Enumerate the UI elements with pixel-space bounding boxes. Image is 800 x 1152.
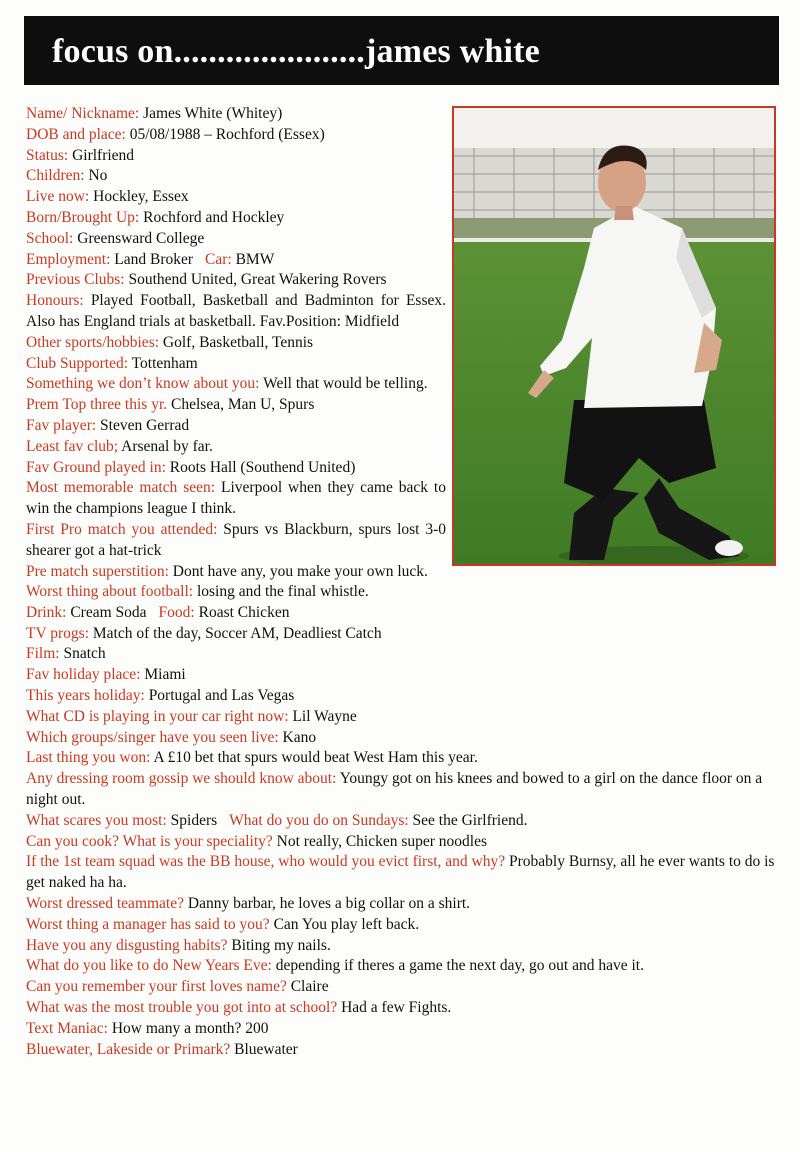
player-photo-image: [454, 108, 774, 564]
facts-wide-column: [26, 582, 782, 1060]
fact-item: [26, 458, 446, 479]
fact-label: Something we don’t know about you:: [26, 375, 260, 393]
fact-item: [26, 748, 782, 769]
fact-item: [26, 915, 782, 936]
fact-label: Bluewater, Lakeside or Primark?: [26, 1040, 231, 1058]
fact-label: Any dressing room gossip we should know about:: [26, 770, 337, 788]
fact-label: Worst thing about football:: [26, 583, 194, 600]
fact-label: TV progs:: [26, 624, 90, 642]
fact-value: James White (Whitey): [143, 105, 283, 122]
fact-label: What was the most trouble you got into at school?: [26, 998, 338, 1016]
fact-value: Arsenal by far.: [121, 437, 213, 455]
fact-value: Cream Soda: [70, 603, 147, 621]
fact-value: Bluewater: [234, 1040, 298, 1058]
fact-label: Children:: [26, 167, 85, 185]
fact-item: [26, 333, 446, 354]
fact-label: Which groups/singer have you seen live:: [26, 728, 279, 746]
fact-value: Had a few Fights.: [341, 998, 452, 1016]
fact-label: Employment:: [26, 250, 111, 268]
fact-value: Greensward College: [77, 229, 205, 247]
fact-item: [26, 125, 446, 146]
fact-label: What CD is playing in your car right now:: [26, 707, 289, 725]
fact-label: Name/ Nickname:: [26, 105, 140, 122]
fact-item: [26, 354, 446, 375]
fact-item: [26, 582, 782, 603]
fact-item: [26, 936, 782, 957]
fact-label: Worst dressed teammate?: [26, 894, 184, 912]
fact-item: [26, 811, 782, 832]
fact-item: [26, 1040, 782, 1061]
fact-item: [26, 478, 446, 520]
fact-item: [26, 562, 446, 583]
title-banner: [24, 16, 779, 85]
fact-value: Well that would be telling.: [263, 375, 428, 393]
fact-label: Least fav club;: [26, 437, 119, 455]
fact-item: [26, 104, 446, 125]
fact-value: Played Football, Basketball and Badminton for Essex. Also has England trials at basketball. Fav.Position: Midfield: [26, 292, 446, 330]
fact-value: Miami: [144, 666, 186, 684]
fact-value: Golf, Basketball, Tennis: [162, 333, 314, 351]
fact-item: [26, 624, 782, 645]
fact-label: DOB and place:: [26, 125, 126, 143]
fact-label: Fav holiday place:: [26, 666, 141, 684]
fact-item: [26, 998, 782, 1019]
fact-value: Portugal and Las Vegas: [148, 686, 295, 704]
fact-value: Steven Gerrad: [100, 416, 190, 434]
fact-value: Hockley, Essex: [93, 188, 189, 206]
fact-label: Worst thing a manager has said to you?: [26, 915, 270, 933]
fact-label: Can you cook? What is your speciality?: [26, 832, 273, 850]
fact-value: Lil Wayne: [292, 707, 357, 725]
fact-value-secondary: Roast Chicken: [198, 603, 290, 621]
fact-label: Previous Clubs:: [26, 271, 125, 289]
fact-item: [26, 832, 782, 853]
fact-item: [26, 374, 446, 395]
fact-value: Snatch: [63, 645, 106, 663]
fact-label-secondary: What do you do on Sundays:: [229, 811, 409, 829]
page-title: focus on......................james white: [52, 33, 540, 70]
fact-label: Have you any disgusting habits?: [26, 936, 228, 954]
fact-label: Text Maniac:: [26, 1019, 108, 1037]
fact-item: [26, 395, 446, 416]
fact-value: 05/08/1988 – Rochford (Essex): [129, 125, 325, 143]
fact-item: [26, 894, 782, 915]
fact-item: [26, 665, 782, 686]
fact-label: What do you like to do New Years Eve:: [26, 957, 272, 975]
fact-item: [26, 769, 782, 811]
fact-value: Chelsea, Man U, Spurs: [171, 396, 315, 414]
fact-item: [26, 291, 446, 333]
fact-item: [26, 707, 782, 728]
fact-item: [26, 437, 446, 458]
fact-label: Club Supported:: [26, 354, 129, 372]
fact-label: Last thing you won:: [26, 749, 151, 767]
fact-value: Liverpool when they came back to win the champions league I think.: [26, 479, 446, 518]
fact-item: [26, 956, 782, 977]
fact-item: [26, 250, 446, 271]
fact-value-secondary: See the Girlfriend.: [412, 811, 528, 829]
fact-value: Claire: [290, 978, 329, 996]
fact-label: Fav Ground played in:: [26, 458, 166, 476]
fact-label: If the 1st team squad was the BB house, who would you evict first, and why?: [26, 853, 506, 871]
fact-value: Not really, Chicken super noodles: [276, 832, 488, 850]
fact-label-secondary: Car:: [205, 250, 232, 268]
fact-value: Spurs vs Blackburn, spurs lost 3-0 shearer got a hat-trick: [26, 520, 447, 559]
fact-item: [26, 852, 782, 894]
fact-value: Roots Hall (Southend United): [169, 458, 356, 476]
fact-label: Film:: [26, 645, 60, 663]
fact-label: Prem Top three this yr.: [26, 396, 168, 414]
fact-value: How many a month? 200: [111, 1019, 269, 1037]
fact-value: Land Broker: [114, 250, 194, 268]
facts-column: [26, 104, 446, 582]
fact-item: [26, 208, 446, 229]
fact-label-secondary: Food:: [158, 603, 195, 621]
fact-value: A £10 bet that spurs would beat West Ham this year.: [153, 749, 478, 767]
fact-value: Kano: [282, 728, 317, 746]
fact-value-secondary: BMW: [235, 250, 275, 268]
fact-item: [26, 977, 782, 998]
fact-value: Danny barbar, he loves a big collar on a shirt.: [187, 894, 471, 912]
fact-item: [26, 146, 446, 167]
fact-label: This years holiday:: [26, 686, 145, 704]
fact-item: [26, 270, 446, 291]
fact-label: Drink:: [26, 603, 67, 621]
fact-item: [26, 229, 446, 250]
fact-item: [26, 686, 782, 707]
fact-value: Southend United, Great Wakering Rovers: [128, 271, 387, 289]
fact-item: [26, 416, 446, 437]
fact-value: Probably Burnsy, all he ever wants to do is get naked ha ha.: [26, 853, 775, 892]
fact-item: [26, 644, 782, 665]
fact-value: depending if theres a game the next day, go out and have it.: [275, 957, 644, 975]
fact-label: Honours:: [26, 292, 84, 310]
fact-label: Most memorable match seen:: [26, 479, 216, 497]
fact-label: School:: [26, 229, 74, 247]
fact-item: [26, 520, 446, 562]
fact-value: Rochford and Hockley: [143, 208, 285, 226]
fact-label: Status:: [26, 146, 69, 164]
fact-label: First Pro match you attended:: [26, 520, 218, 538]
fact-label: Can you remember your first loves name?: [26, 978, 287, 996]
fact-value: losing and the final whistle.: [196, 583, 369, 600]
fact-label: Pre match superstition:: [26, 562, 169, 580]
fact-item: [26, 1019, 782, 1040]
fact-item: [26, 728, 782, 749]
fact-value: Biting my nails.: [231, 936, 331, 954]
fact-value: Can You play left back.: [273, 915, 420, 933]
fact-value: Youngy got on his knees and bowed to a girl on the dance floor on a night out.: [26, 770, 763, 808]
fact-value: Tottenham: [131, 354, 198, 372]
fact-label: What scares you most:: [26, 811, 167, 829]
fact-value: Spiders: [170, 811, 218, 829]
fact-label: Fav player:: [26, 416, 97, 434]
fact-label: Born/Brought Up:: [26, 208, 140, 226]
fact-item: [26, 603, 782, 624]
player-photo: [452, 106, 776, 566]
fact-value: No: [88, 167, 108, 185]
fact-label: Live now:: [26, 188, 90, 206]
fact-value: Girlfriend: [72, 146, 135, 164]
fact-item: [26, 187, 446, 208]
fact-label: Other sports/hobbies:: [26, 333, 160, 351]
fact-value: Dont have any, you make your own luck.: [172, 562, 428, 580]
fact-value: Match of the day, Soccer AM, Deadliest Catch: [92, 624, 382, 642]
fact-item: [26, 166, 446, 187]
